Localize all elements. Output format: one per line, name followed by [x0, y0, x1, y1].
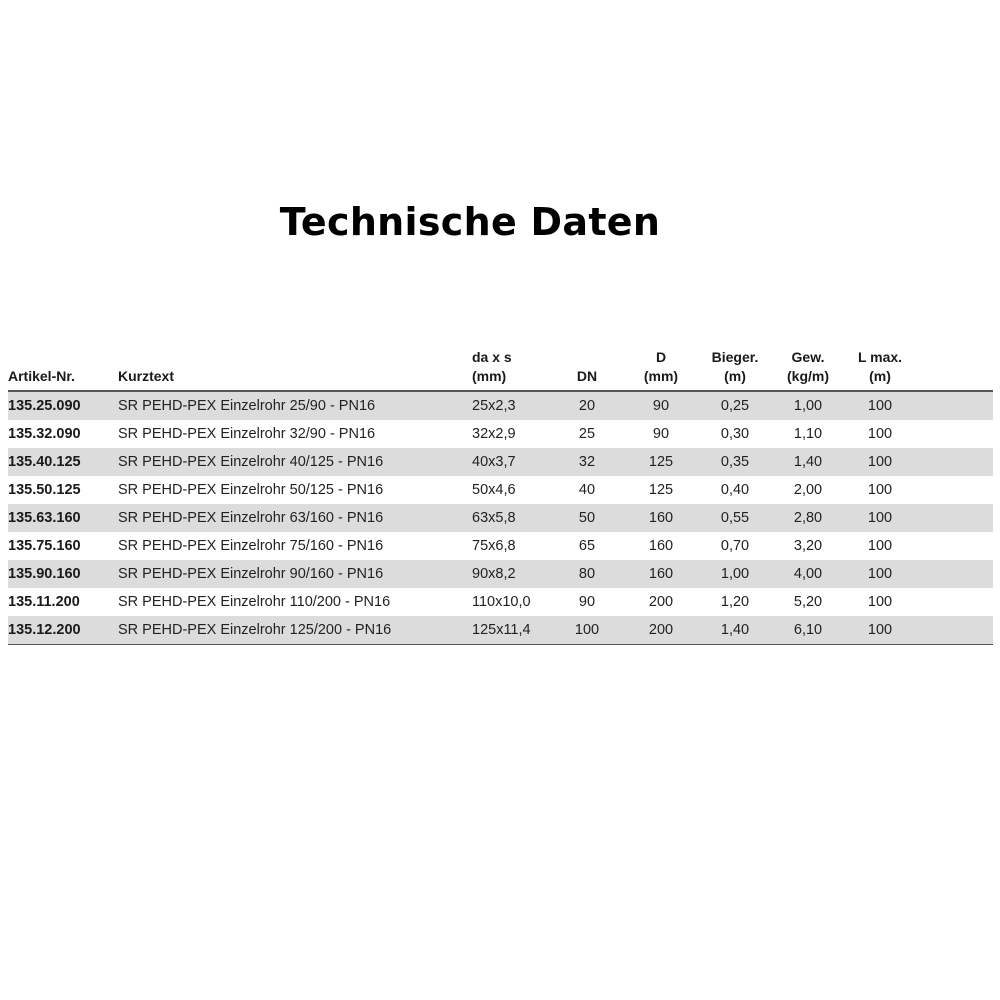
table-row — [8, 476, 993, 504]
cell-d: 160 — [624, 504, 698, 532]
page-title: Technische Daten — [279, 200, 661, 244]
cell-d: 125 — [624, 476, 698, 504]
cell-gew: 3,20 — [772, 532, 844, 560]
cell-dn: 32 — [550, 448, 624, 476]
header-lmax-line2: (m) — [869, 368, 891, 384]
cell-kurztext: SR PEHD-PEX Einzelrohr 63/160 - PN16 — [118, 504, 472, 532]
cell-da-x-s: 110x10,0 — [472, 588, 550, 616]
header-artikel-label: Artikel-Nr. — [8, 368, 75, 384]
cell-artikel-nr: 135.63.160 — [8, 504, 118, 532]
technical-data-table — [8, 345, 993, 645]
cell-artikel-nr: 135.11.200 — [8, 588, 118, 616]
header-kurztext-label: Kurztext — [118, 368, 175, 384]
header-gew — [772, 345, 844, 391]
cell-gew: 5,20 — [772, 588, 844, 616]
cell-gew: 1,00 — [772, 391, 844, 420]
cell-kurztext: SR PEHD-PEX Einzelrohr 50/125 - PN16 — [118, 476, 472, 504]
header-dn — [550, 345, 624, 391]
cell-kurztext: SR PEHD-PEX Einzelrohr 110/200 - PN16 — [118, 588, 472, 616]
table-row — [8, 588, 993, 616]
cell-d: 200 — [624, 588, 698, 616]
cell-spacer — [916, 504, 993, 532]
header-row — [8, 345, 993, 391]
cell-lmax: 100 — [844, 420, 916, 448]
cell-lmax: 100 — [844, 504, 916, 532]
cell-d: 160 — [624, 560, 698, 588]
header-artikel-nr — [8, 345, 118, 391]
cell-dn: 80 — [550, 560, 624, 588]
cell-da-x-s: 25x2,3 — [472, 391, 550, 420]
cell-artikel-nr: 135.75.160 — [8, 532, 118, 560]
cell-da-x-s: 40x3,7 — [472, 448, 550, 476]
cell-bieger: 0,70 — [698, 532, 772, 560]
cell-gew: 4,00 — [772, 560, 844, 588]
cell-artikel-nr: 135.50.125 — [8, 476, 118, 504]
cell-bieger: 0,25 — [698, 391, 772, 420]
header-kurztext — [118, 345, 472, 391]
cell-kurztext: SR PEHD-PEX Einzelrohr 32/90 - PN16 — [118, 420, 472, 448]
cell-kurztext: SR PEHD-PEX Einzelrohr 40/125 - PN16 — [118, 448, 472, 476]
cell-kurztext: SR PEHD-PEX Einzelrohr 75/160 - PN16 — [118, 532, 472, 560]
cell-lmax: 100 — [844, 560, 916, 588]
header-lmax-line1: L max. — [857, 349, 903, 365]
cell-da-x-s: 63x5,8 — [472, 504, 550, 532]
cell-gew: 6,10 — [772, 616, 844, 645]
cell-artikel-nr: 135.25.090 — [8, 391, 118, 420]
cell-spacer — [916, 448, 993, 476]
table-row — [8, 560, 993, 588]
cell-d: 200 — [624, 616, 698, 645]
header-bieger — [698, 345, 772, 391]
header-da-x-s — [472, 345, 550, 391]
cell-dn: 100 — [550, 616, 624, 645]
cell-dn: 65 — [550, 532, 624, 560]
cell-dn: 20 — [550, 391, 624, 420]
cell-dn: 40 — [550, 476, 624, 504]
cell-lmax: 100 — [844, 532, 916, 560]
cell-bieger: 0,40 — [698, 476, 772, 504]
cell-bieger: 1,00 — [698, 560, 772, 588]
table-row — [8, 391, 993, 420]
cell-d: 160 — [624, 532, 698, 560]
table-body — [8, 391, 993, 645]
cell-lmax: 100 — [844, 476, 916, 504]
cell-bieger: 1,40 — [698, 616, 772, 645]
cell-gew: 1,10 — [772, 420, 844, 448]
header-dn-label: DN — [576, 368, 598, 384]
cell-spacer — [916, 391, 993, 420]
cell-bieger: 1,20 — [698, 588, 772, 616]
cell-dn: 90 — [550, 588, 624, 616]
cell-kurztext: SR PEHD-PEX Einzelrohr 25/90 - PN16 — [118, 391, 472, 420]
cell-da-x-s: 125x11,4 — [472, 616, 550, 645]
header-da-line2: (mm) — [472, 368, 507, 384]
cell-d: 125 — [624, 448, 698, 476]
table-row — [8, 504, 993, 532]
header-bieger-line2: (m) — [724, 368, 746, 384]
cell-gew: 2,00 — [772, 476, 844, 504]
header-da-line1: da x s — [472, 349, 512, 365]
cell-spacer — [916, 560, 993, 588]
cell-da-x-s: 90x8,2 — [472, 560, 550, 588]
cell-spacer — [916, 588, 993, 616]
cell-kurztext: SR PEHD-PEX Einzelrohr 125/200 - PN16 — [118, 616, 472, 645]
header-gew-line2: (kg/m) — [787, 368, 829, 384]
cell-gew: 1,40 — [772, 448, 844, 476]
table-row — [8, 448, 993, 476]
header-gew-line1: Gew. — [791, 349, 825, 365]
cell-gew: 2,80 — [772, 504, 844, 532]
cell-spacer — [916, 420, 993, 448]
cell-artikel-nr: 135.32.090 — [8, 420, 118, 448]
cell-artikel-nr: 135.90.160 — [8, 560, 118, 588]
cell-lmax: 100 — [844, 616, 916, 645]
cell-da-x-s: 50x4,6 — [472, 476, 550, 504]
cell-bieger: 0,55 — [698, 504, 772, 532]
cell-spacer — [916, 476, 993, 504]
header-d-line1: D — [655, 349, 667, 365]
cell-artikel-nr: 135.12.200 — [8, 616, 118, 645]
header-spacer — [916, 345, 993, 391]
table-row — [8, 420, 993, 448]
cell-d: 90 — [624, 391, 698, 420]
cell-d: 90 — [624, 420, 698, 448]
cell-lmax: 100 — [844, 588, 916, 616]
cell-artikel-nr: 135.40.125 — [8, 448, 118, 476]
cell-spacer — [916, 532, 993, 560]
cell-bieger: 0,35 — [698, 448, 772, 476]
cell-da-x-s: 75x6,8 — [472, 532, 550, 560]
header-lmax — [844, 345, 916, 391]
table-row — [8, 532, 993, 560]
table-row — [8, 616, 993, 645]
header-d-line2: (mm) — [643, 368, 679, 384]
header-d — [624, 345, 698, 391]
cell-dn: 50 — [550, 504, 624, 532]
cell-spacer — [916, 616, 993, 645]
cell-lmax: 100 — [844, 391, 916, 420]
table-header — [8, 345, 993, 391]
cell-da-x-s: 32x2,9 — [472, 420, 550, 448]
cell-kurztext: SR PEHD-PEX Einzelrohr 90/160 - PN16 — [118, 560, 472, 588]
header-bieger-line1: Bieger. — [711, 349, 759, 365]
cell-lmax: 100 — [844, 448, 916, 476]
cell-bieger: 0,30 — [698, 420, 772, 448]
cell-dn: 25 — [550, 420, 624, 448]
